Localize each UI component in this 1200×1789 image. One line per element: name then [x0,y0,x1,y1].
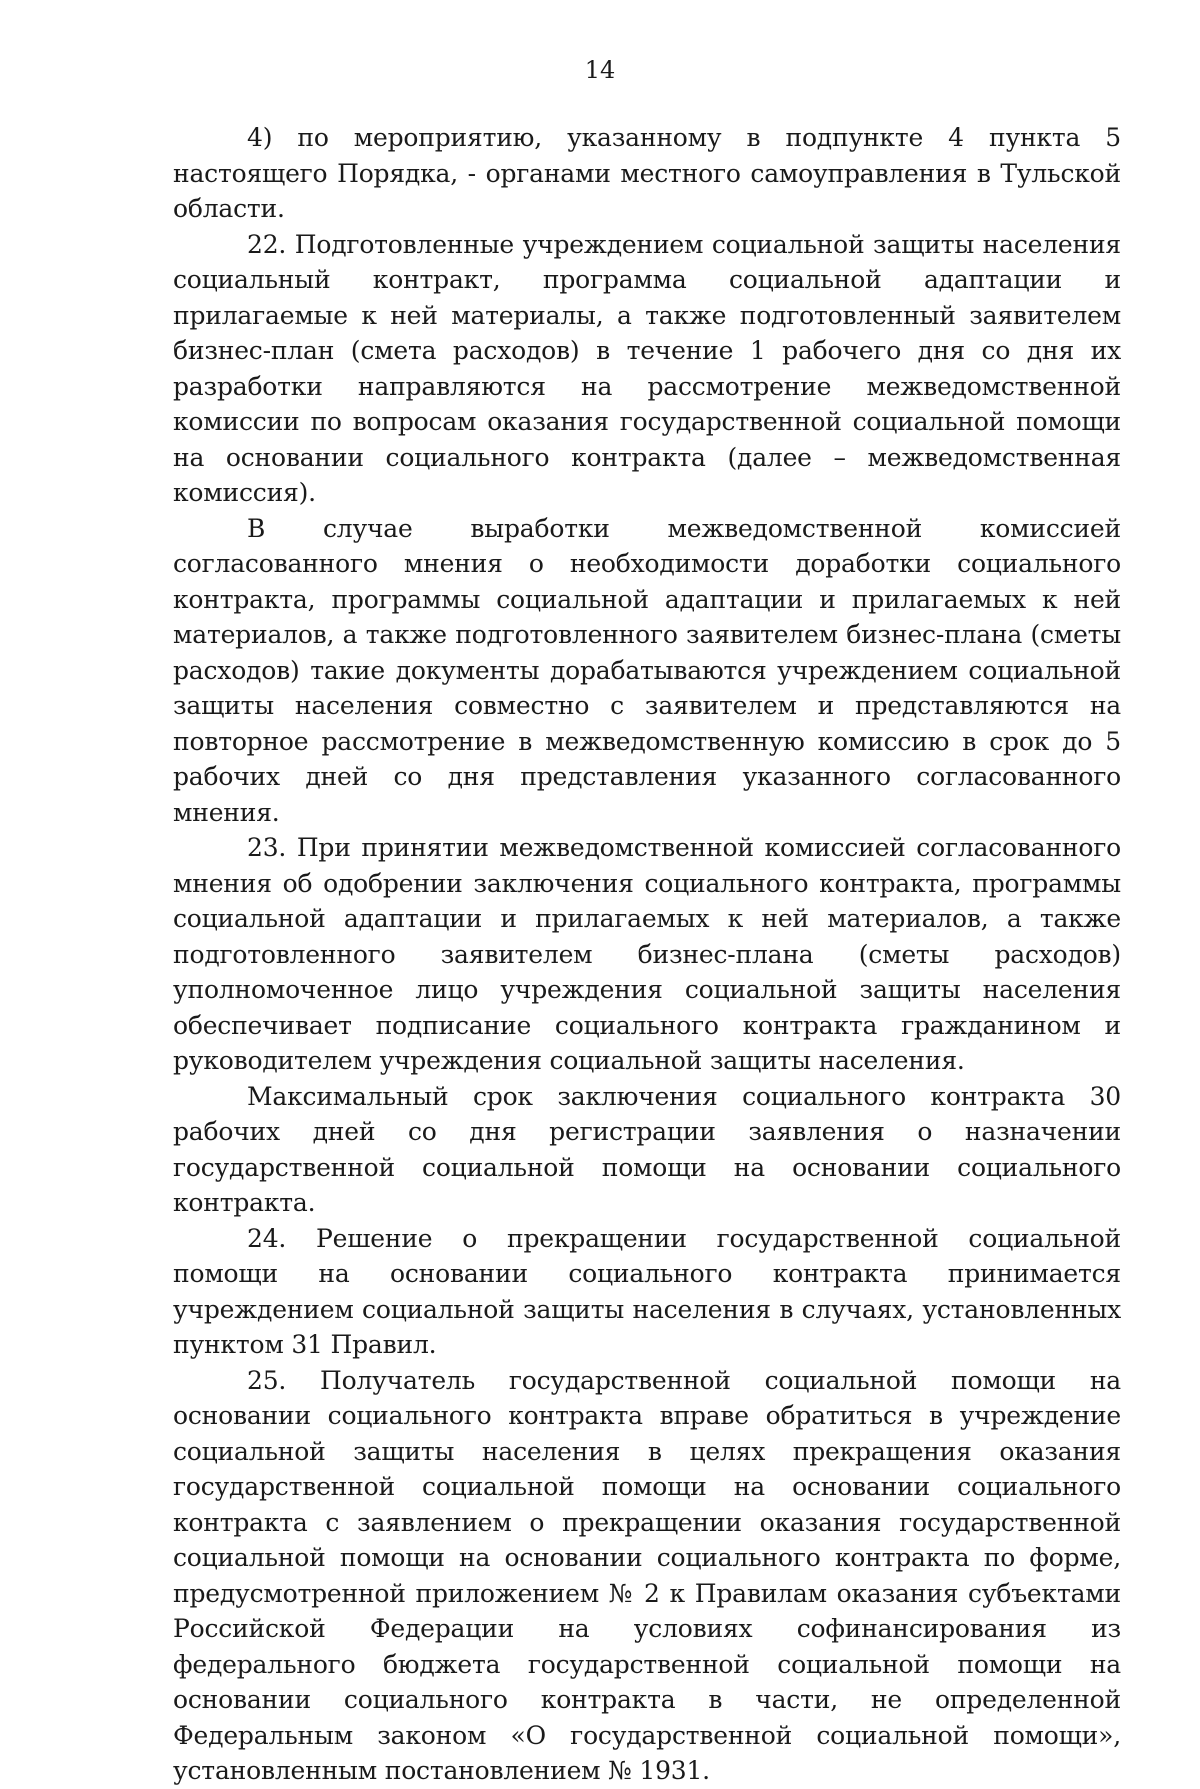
document-body [173,120,1121,1789]
page-number: 14 [584,56,616,84]
paragraph-item-4: 4) по мероприятию, указанному в подпункте 4 пункта 5 настоящего Порядка, - органами местного самоуправления в Тульской области. [173,123,1121,223]
paragraph-clause-25: 25. Получатель государственной социальной помощи на основании социального контракта вправе обратиться в учреждение социальной защиты населения в целях прекращения оказания государственной социальной помощи на основании социального контракта с заявлением о прекращении оказания государственной социальной помощи на основании социального контракта по форме, предусмотренной приложением № 2 к Правилам оказания субъектами Российской Федерации на условиях софинансирования из федерального бюджета государственной социальной помощи на основании социального контракта в части, не определенной Федеральным законом «О государственной социальной помощи», установленным постановлением № 1931. [173,1365,1121,1785]
paragraph-clause-22-revision: В случае выработки межведомственной комиссией согласованного мнения о необходимости доработки социального контракта, программы социальной адаптации и прилагаемых к ней материалов, а также подготовленного заявителем бизнес-плана (сметы расходов) такие документы дорабатываются учреждением социальной защиты населения совместно с заявителем и представляются на повторное рассмотрение в межведомственную комиссию в срок до 5 рабочих дней со дня представления указанного согласованного мнения. [173,513,1121,827]
paragraph-clause-23: 23. При принятии межведомственной комиссией согласованного мнения об одобрении заключения социального контракта, программы социальной адаптации и прилагаемых к ней материалов, а также подготовленного заявителем бизнес-плана (сметы расходов) уполномоченное лицо учреждения социальной защиты населения обеспечивает подписание социального контракта гражданином и руководителем учреждения социальной защиты населения. [173,833,1121,1075]
paragraph-clause-23-deadline: Максимальный срок заключения социального контракта 30 рабочих дней со дня регистрации заявления о назначении государственной социальной помощи на основании социального контракта. [173,1081,1121,1217]
paragraph-clause-22: 22. Подготовленные учреждением социальной защиты населения социальный контракт, программа социальной адаптации и прилагаемые к ней материалы, а также подготовленный заявителем бизнес-план (смета расходов) в течение 1 рабочего дня со дня их разработки направляются на рассмотрение межведомственной комиссии по вопросам оказания государственной социальной помощи на основании социального контракта (далее – межведомственная комиссия). [173,229,1121,507]
paragraph-clause-24: 24. Решение о прекращении государственной социальной помощи на основании социального контракта принимается учреждением социальной защиты населения в случаях, установленных пунктом 31 Правил. [173,1223,1121,1359]
